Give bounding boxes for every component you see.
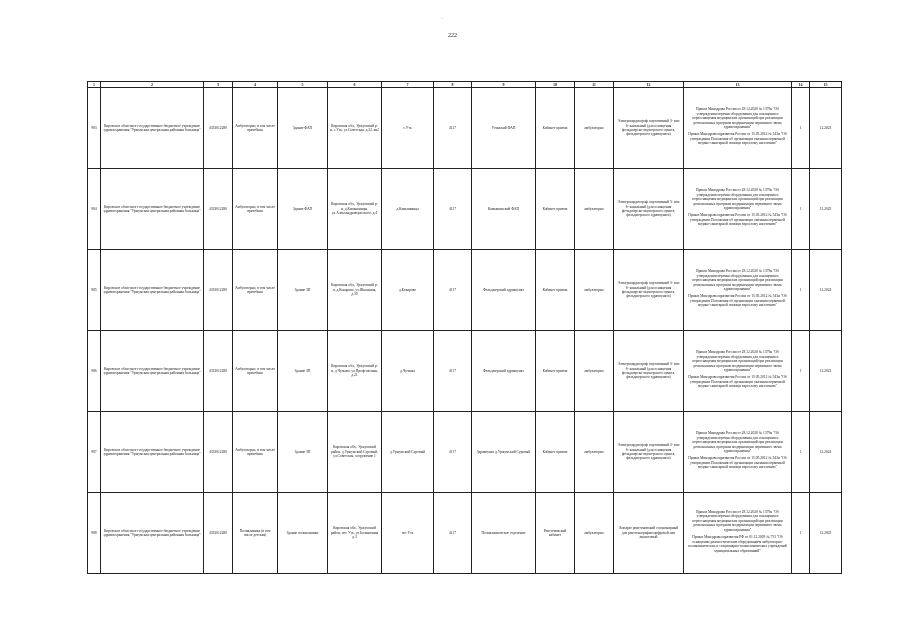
code-cell: 4117 bbox=[434, 331, 472, 412]
unit-cell: Фельдшерский здравпункт bbox=[472, 250, 536, 331]
code-cell: 4117 bbox=[434, 88, 472, 169]
room-cell: Кабинет приема bbox=[536, 88, 575, 169]
basis-order-1: Приказ Минздрава России от 28.12.2020 № 1379н "Об утверждении перечня оборудования для оснащения и переоснащения медицинских организаций при реализации региональных программ модернизации первичного звена здравоохранения" bbox=[692, 509, 783, 532]
page-number: 222 bbox=[448, 33, 457, 39]
basis-cell bbox=[684, 493, 792, 574]
date-cell: 12.2025 bbox=[810, 169, 842, 250]
organization-cell: Кировское областное государственное бюджетное учреждение здравоохранения "Уржумская центральная районная больница" bbox=[101, 88, 204, 169]
col-header: 5 bbox=[278, 82, 328, 88]
table-row bbox=[88, 493, 842, 574]
row-number: 984 bbox=[88, 169, 101, 250]
table-row bbox=[88, 169, 842, 250]
organization-cell: Кировское областное государственное бюджетное учреждение здравоохранения "Уржумская центральная районная больница" bbox=[101, 493, 204, 574]
inn-cell: 4333012280 bbox=[204, 250, 233, 331]
care-type-cell: Амбулаторно, в том числе врачебная bbox=[233, 169, 278, 250]
room-cell: Кабинет приема bbox=[536, 250, 575, 331]
row-number: 987 bbox=[88, 412, 101, 493]
basis-order-1: Приказ Минздрава России от 28.12.2020 № 1379н "Об утверждении перечня оборудования для оснащения и переоснащения медицинских организаций при реализации региональных программ модернизации первичного звена здравоохранения" bbox=[692, 188, 783, 210]
care-type-cell: Амбулаторно, в том числе врачебная bbox=[233, 250, 278, 331]
quantity-cell: 1 bbox=[792, 331, 810, 412]
quantity-cell: 1 bbox=[792, 250, 810, 331]
col-header: 11 bbox=[575, 82, 614, 88]
col-header: 15 bbox=[810, 82, 842, 88]
col-header: 3 bbox=[204, 82, 233, 88]
mode-cell: амбулаторно bbox=[575, 250, 614, 331]
room-cell: Кабинет приема bbox=[536, 412, 575, 493]
unit-cell: Поликлиническое отделение bbox=[472, 493, 536, 574]
table-row bbox=[88, 250, 842, 331]
basis-cell bbox=[684, 331, 792, 412]
care-type-cell: Амбулаторно, в том числе врачебная bbox=[233, 331, 278, 412]
basis-order-2: Приказ Минздравсоцразвития России от 15.05.2012 № 543н "Об утверждении Положения об организации оказания первичной медико-санитарной помощи взрослому населению" bbox=[688, 213, 787, 227]
room-cell: Кабинет приема bbox=[536, 331, 575, 412]
basis-order-1: Приказ Минздрава России от 28.12.2020 № 1379н "Об утверждении перечня оборудования для оснащения и переоснащения медицинских организаций при реализации региональных программ модернизации первичного звена здравоохранения" bbox=[692, 431, 783, 453]
col-header: 7 bbox=[382, 82, 434, 88]
inn-cell: 4333012280 bbox=[204, 493, 233, 574]
col-header: 14 bbox=[792, 82, 810, 88]
locality-cell: д.Чулыма bbox=[382, 331, 434, 412]
organization-cell: Кировское областное государственное бюджетное учреждение здравоохранения "Уржумская центральная районная больница" bbox=[101, 412, 204, 493]
equipment-cell: Электрокардиограф портативный 3- или 6- канальный (для оснащения фельдшерско-акушерского пункта, фельдшерского здравпункта) bbox=[614, 169, 684, 250]
locality-cell: д.Камышинцы bbox=[382, 169, 434, 250]
quantity-cell: 1 bbox=[792, 169, 810, 250]
inn-cell: 4333012280 bbox=[204, 169, 233, 250]
building-cell: Здание ЗП bbox=[278, 250, 328, 331]
care-type-cell: Амбулаторно, в том числе врачебная bbox=[233, 412, 278, 493]
table-row bbox=[88, 331, 842, 412]
mode-cell: амбулаторно bbox=[575, 331, 614, 412]
code-cell: 4117 bbox=[434, 493, 472, 574]
basis-order-2: Приказ Минздравсоцразвития России от 15.05.2012 № 543н "Об утверждении Положения об организации оказания первичной медико-санитарной помощи взрослому населению" bbox=[688, 294, 787, 308]
equipment-cell: Электрокардиограф портативный 3- или 6- канальный (для оснащения фельдшерско-акушерского пункта, фельдшерского здравпункта) bbox=[614, 412, 684, 493]
basis-order-2: Приказ Минздравсоцразвития России от 15.05.2012 № 543н "Об утверждении Положения об организации оказания первичной медико-санитарной помощи взрослому населению" bbox=[688, 375, 787, 389]
address-cell: Кировская обл., Уржумский р-н, д.Чулыма, ул.Профсоюзная, д.21 bbox=[328, 331, 382, 412]
locality-cell: д.Уржумский Суровый bbox=[382, 412, 434, 493]
mode-cell: амбулаторно bbox=[575, 88, 614, 169]
date-cell: 12.2024 bbox=[810, 412, 842, 493]
row-number: 986 bbox=[88, 331, 101, 412]
code-cell: 4117 bbox=[434, 412, 472, 493]
organization-cell: Кировское областное государственное бюджетное учреждение здравоохранения "Уржумская центральная районная больница" bbox=[101, 169, 204, 250]
equipment-table bbox=[87, 81, 842, 574]
equipment-cell: Электрокардиограф портативный 3- или 6- канальный (для оснащения фельдшерско-акушерского пункта, фельдшерского здравпункта) bbox=[614, 331, 684, 412]
basis-order-1: Приказ Минздрава России от 28.12.2020 № 1379н "Об утверждении перечня оборудования для оснащения и переоснащения медицинских организаций при реализации региональных программ модернизации первичного звена здравоохранения" bbox=[692, 350, 783, 372]
address-cell: Кировская обл., Уржумский р-н, с.Уть, ул.Советская, д.22, кв2 bbox=[328, 88, 382, 169]
basis-order-2: Приказ Минздравсоцразвития России от 15.05.2012 № 543н "Об утверждении Положения об организации оказания первичной медико-санитарной помощи взрослому населению" bbox=[688, 456, 787, 470]
date-cell: 12.2023 bbox=[810, 331, 842, 412]
code-cell: 4117 bbox=[434, 169, 472, 250]
col-header: 2 bbox=[101, 82, 204, 88]
row-number: 983 bbox=[88, 88, 101, 169]
table-row bbox=[88, 88, 842, 169]
col-header: 13 bbox=[684, 82, 792, 88]
care-type-cell: Амбулаторно, в том числе врачебная bbox=[233, 88, 278, 169]
unit-cell: Утинский ФАП bbox=[472, 88, 536, 169]
address-cell: Кировская обл., Уржумский р-н, д.Камышинцы, ул.Александровтрасского, д.4 bbox=[328, 169, 382, 250]
building-cell: Здание ФАП bbox=[278, 169, 328, 250]
building-cell: Здание ЗП bbox=[278, 412, 328, 493]
care-type-cell: Поликлиника (в том числе детская) bbox=[233, 493, 278, 574]
inn-cell: 4333012280 bbox=[204, 331, 233, 412]
building-cell: Здание ЗП bbox=[278, 331, 328, 412]
equipment-cell: Электрокардиограф портативный 3- или 6- канальный (для оснащения фельдшерско-акушерского пункта, фельдшерского здравпункта) bbox=[614, 250, 684, 331]
col-header: 1 bbox=[88, 82, 101, 88]
basis-order-1: Приказ Минздрава России от 28.12.2020 № 1379н "Об утверждении перечня оборудования для оснащения и переоснащения медицинских организаций при реализации региональных программ модернизации первичного звена здравоохранения" bbox=[692, 107, 783, 129]
code-cell: 4117 bbox=[434, 250, 472, 331]
mode-cell: амбулаторно bbox=[575, 169, 614, 250]
quantity-cell: 1 bbox=[792, 88, 810, 169]
building-cell: Здание поликлиники bbox=[278, 493, 328, 574]
col-header: 12 bbox=[614, 82, 684, 88]
col-header: 8 bbox=[434, 82, 472, 88]
col-header: 9 bbox=[472, 82, 536, 88]
organization-cell: Кировское областное государственное бюджетное учреждение здравоохранения "Уржумская центральная районная больница" bbox=[101, 331, 204, 412]
col-header: 6 bbox=[328, 82, 382, 88]
locality-cell: д.Кокарово bbox=[382, 250, 434, 331]
building-cell: Здание ФАП bbox=[278, 88, 328, 169]
basis-order-1: Приказ Минздрава России от 28.12.2020 № 1379н "Об утверждении перечня оборудования для оснащения и переоснащения медицинских организаций при реализации региональных программ модернизации первичного звена здравоохранения" bbox=[692, 269, 783, 291]
quantity-cell: 1 bbox=[792, 412, 810, 493]
organization-cell: Кировское областное государственное бюджетное учреждение здравоохранения "Уржумская центральная районная больница" bbox=[101, 250, 204, 331]
unit-cell: Здравпункт д.Уржумский Суровый bbox=[472, 412, 536, 493]
col-header: 10 bbox=[536, 82, 575, 88]
basis-cell bbox=[684, 250, 792, 331]
basis-order-2: Приказ Минздравсоцразвития РФ от 01.12.2005 № 753 "Об оснащении диагностическим оборудованием амбулаторно-поликлинических и стационарно-поликлинических учреждений муниципальных образований" bbox=[688, 535, 787, 553]
inn-cell: 4333012280 bbox=[204, 412, 233, 493]
address-cell: Кировская обл., Уржумский район, д.Уржумский Суровый, ул.Советская, сооружение 1 bbox=[328, 412, 382, 493]
inn-cell: 4333012280 bbox=[204, 88, 233, 169]
locality-cell: пгт Уть bbox=[382, 493, 434, 574]
date-cell: 12.2024 bbox=[810, 250, 842, 331]
equipment-cell: Электрокардиограф портативный 3- или 6- канальный (для оснащения фельдшерско-акушерского пункта, фельдшерского здравпункта) bbox=[614, 88, 684, 169]
row-number: 985 bbox=[88, 250, 101, 331]
address-cell: Кировская обл., Уржумский р-н, д.Кокарово, ул.Школьная, д.30 bbox=[328, 250, 382, 331]
basis-order-2: Приказ Минздравсоцразвития России от 15.05.2012 № 543н "Об утверждении Положения об организации оказания первичной медико-санитарной помощи взрослому населению" bbox=[688, 132, 787, 146]
unit-cell: Камышинский ФАП bbox=[472, 169, 536, 250]
row-number: 988 bbox=[88, 493, 101, 574]
col-header: 4 bbox=[233, 82, 278, 88]
scan-speck: ˙ bbox=[441, 18, 443, 24]
quantity-cell: 1 bbox=[792, 493, 810, 574]
table-row bbox=[88, 412, 842, 493]
unit-cell: Фельдшерский здравпункт bbox=[472, 331, 536, 412]
mode-cell: амбулаторно bbox=[575, 493, 614, 574]
locality-cell: с.Уть bbox=[382, 88, 434, 169]
basis-cell bbox=[684, 412, 792, 493]
date-cell: 12.2025 bbox=[810, 493, 842, 574]
room-cell: Рентгеновский кабинет bbox=[536, 493, 575, 574]
equipment-cell: Аппарат рентгеновский стационарный для рентгенографии цифровой или аналоговый bbox=[614, 493, 684, 574]
basis-cell bbox=[684, 169, 792, 250]
address-cell: Кировская обл., Уржумский район, пгт. Уть, ул.Больничная д.3 bbox=[328, 493, 382, 574]
room-cell: Кабинет приема bbox=[536, 169, 575, 250]
date-cell: 12.2023 bbox=[810, 88, 842, 169]
mode-cell: амбулаторно bbox=[575, 412, 614, 493]
basis-cell bbox=[684, 88, 792, 169]
